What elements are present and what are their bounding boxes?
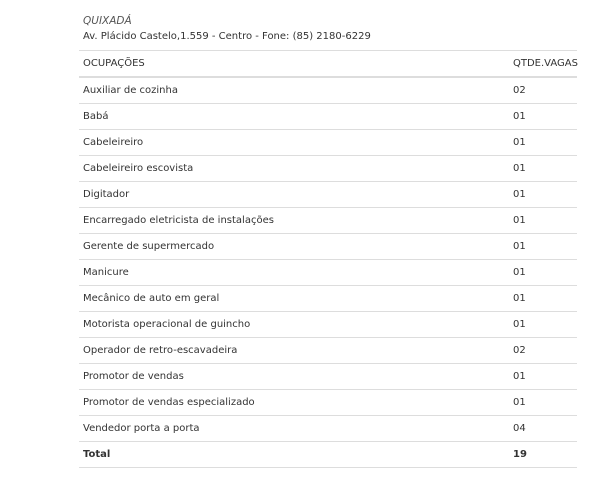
total-label: Total (79, 442, 509, 468)
occupation-cell: Digitador (79, 182, 509, 208)
total-vacancies: 19 (509, 442, 577, 468)
vacancies-cell: 02 (509, 77, 577, 104)
table-row (79, 182, 577, 208)
vacancies-cell: 01 (509, 104, 577, 130)
table-row (79, 364, 577, 390)
occupation-cell: Operador de retro-escavadeira (79, 338, 509, 364)
table-row (79, 208, 577, 234)
vacancies-cell: 02 (509, 338, 577, 364)
table-row (79, 156, 577, 182)
occupation-cell: Manicure (79, 260, 509, 286)
table-row (79, 77, 577, 104)
vacancies-cell: 01 (509, 260, 577, 286)
table-row (79, 234, 577, 260)
vacancies-cell: 04 (509, 416, 577, 442)
vacancies-cell: 01 (509, 390, 577, 416)
header-qtde-vagas: QTDE.VAGAS (509, 51, 577, 78)
address-line: Av. Plácido Castelo,1.559 - Centro - Fone: (85) 2180-6229 (83, 31, 371, 42)
header-ocupacoes: OCUPAÇÕES (79, 51, 509, 78)
occupation-cell: Promotor de vendas especializado (79, 390, 509, 416)
table-row (79, 312, 577, 338)
occupation-cell: Gerente de supermercado (79, 234, 509, 260)
vacancies-table (79, 50, 577, 468)
occupation-cell: Promotor de vendas (79, 364, 509, 390)
occupation-cell: Encarregado eletricista de instalações (79, 208, 509, 234)
table-row (79, 286, 577, 312)
vacancies-cell: 01 (509, 182, 577, 208)
vacancies-cell: 01 (509, 312, 577, 338)
vacancies-cell: 01 (509, 364, 577, 390)
vacancies-cell: 01 (509, 130, 577, 156)
vacancies-cell: 01 (509, 156, 577, 182)
table-row (79, 338, 577, 364)
occupation-cell: Cabeleireiro (79, 130, 509, 156)
job-listing (79, 14, 577, 468)
occupation-cell: Cabeleireiro escovista (79, 156, 509, 182)
occupation-cell: Mecânico de auto em geral (79, 286, 509, 312)
table-row (79, 416, 577, 442)
table-row (79, 260, 577, 286)
vacancies-cell: 01 (509, 234, 577, 260)
table-row (79, 390, 577, 416)
table-row (79, 104, 577, 130)
occupation-cell: Vendedor porta a porta (79, 416, 509, 442)
vacancies-cell: 01 (509, 286, 577, 312)
table-row (79, 130, 577, 156)
city-name: QUIXADÁ (83, 15, 132, 27)
vacancies-cell: 01 (509, 208, 577, 234)
occupation-cell: Babá (79, 104, 509, 130)
total-row (79, 442, 577, 468)
occupation-cell: Motorista operacional de guincho (79, 312, 509, 338)
occupation-cell: Auxiliar de cozinha (79, 77, 509, 104)
table-header-row (79, 51, 577, 78)
